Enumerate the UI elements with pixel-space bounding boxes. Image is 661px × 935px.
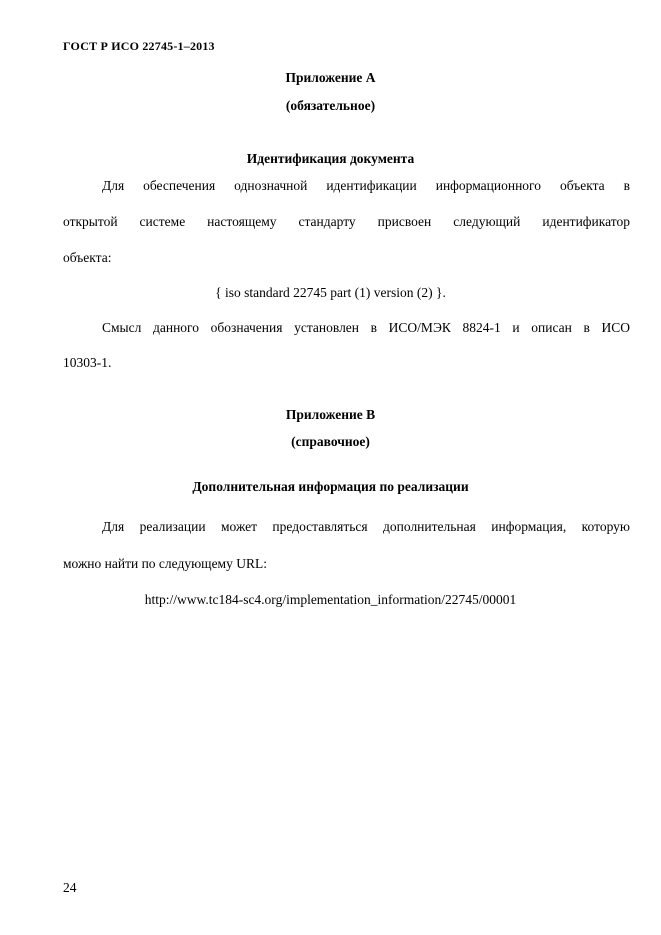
appendix-b-status: (справочное) [291, 434, 370, 449]
appendix-a-paragraph-1-line-3: объекта: [63, 250, 112, 265]
appendix-a-paragraph-2-line-2: 10303-1. [63, 355, 112, 370]
appendix-b-title: Приложение В [285, 407, 376, 422]
appendix-b-paragraph-line-2: можно найти по следующему URL: [63, 556, 267, 571]
implementation-url: http://www.tc184-sc4.org/implementation_information/22745/00001 [144, 592, 517, 607]
appendix-a-paragraph-1-line-1: Для обеспечения однозначной идентификации информационного объекта в [102, 178, 630, 193]
page-number: 24 [63, 880, 77, 895]
appendix-a-status: (обязательное) [285, 98, 376, 113]
appendix-a-paragraph-1-line-2: открытой системе настоящему стандарту присвоен следующий идентификатор [63, 214, 630, 229]
appendix-b-heading: Дополнительная информация по реализации [192, 479, 469, 494]
appendix-a-paragraph-2-line-1: Смысл данного обозначения установлен в ИСО/МЭК 8824-1 и описан в ИСО [102, 320, 630, 335]
object-identifier: { iso standard 22745 part (1) version (2) }. [215, 285, 446, 300]
appendix-a-title: Приложение А [285, 70, 376, 85]
appendix-a-heading: Идентификация документа [246, 151, 415, 166]
appendix-b-paragraph-line-1: Для реализации может предоставляться дополнительная информация, которую [102, 519, 630, 534]
document-code-header: ГОСТ Р ИСО 22745-1–2013 [63, 39, 215, 53]
